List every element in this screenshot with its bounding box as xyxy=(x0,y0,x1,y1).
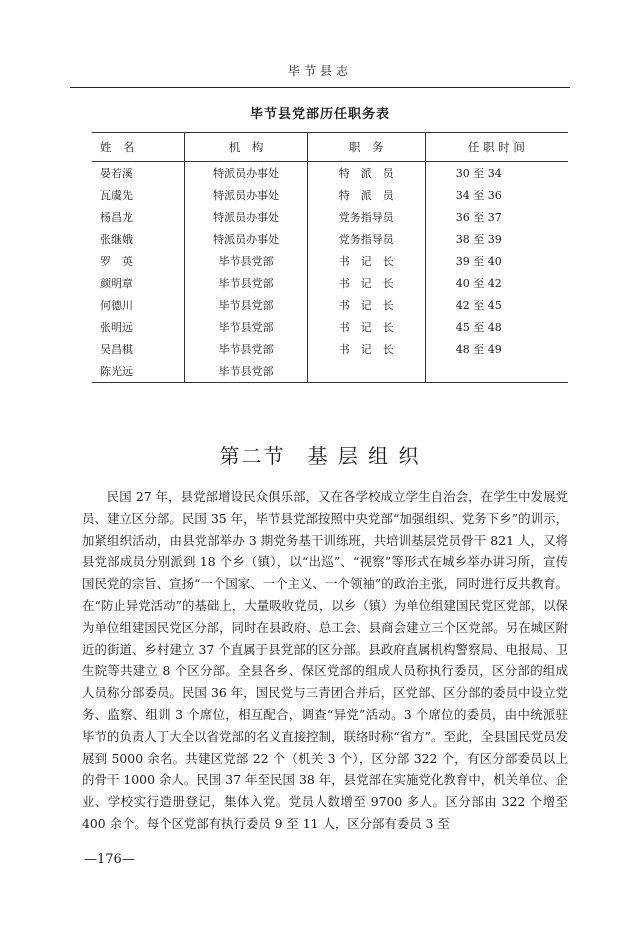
cell-org: 特派员办事处 xyxy=(185,184,307,206)
cell-name: 张明远 xyxy=(100,321,133,334)
cell-post: 书 记 长 xyxy=(307,294,425,316)
column-header-name: 姓 名 xyxy=(92,133,185,162)
cell-name: 吴昌棋 xyxy=(100,343,133,356)
table-header-row xyxy=(92,133,568,162)
cell-term: 39 至 40 xyxy=(425,250,568,272)
cell-org: 特派员办事处 xyxy=(185,206,307,228)
cell-name: 杨昌龙 xyxy=(100,211,133,224)
cell-name: 罗 英 xyxy=(100,255,133,268)
cell-org: 毕节县党部 xyxy=(185,316,307,338)
cell-term: 38 至 39 xyxy=(425,228,568,250)
column-header-term: 任 职 时 间 xyxy=(425,133,568,162)
table-title: 毕节县党部历任职务表 xyxy=(249,107,390,122)
cell-name: 何德川 xyxy=(100,299,133,312)
cell-term: 34 至 36 xyxy=(425,184,568,206)
cell-term: 40 至 42 xyxy=(425,272,568,294)
table-row xyxy=(92,338,568,360)
cell-post: 书 记 长 xyxy=(307,272,425,294)
cell-org: 毕节县党部 xyxy=(185,360,307,383)
page-number: —176— xyxy=(84,852,135,867)
party-office-table xyxy=(92,132,568,383)
cell-name: 张继娥 xyxy=(100,233,133,246)
cell-post xyxy=(307,360,425,383)
table-row xyxy=(92,294,568,316)
cell-term: 45 至 48 xyxy=(425,316,568,338)
table-row xyxy=(92,162,568,185)
cell-term: 42 至 45 xyxy=(425,294,568,316)
cell-post: 特 派 员 xyxy=(307,162,425,185)
cell-post: 书 记 长 xyxy=(307,338,425,360)
table-row xyxy=(92,228,568,250)
cell-post: 党务指导员 xyxy=(307,206,425,228)
cell-term: 48 至 49 xyxy=(425,338,568,360)
running-title: 毕节县志 xyxy=(287,64,352,78)
cell-org: 特派员办事处 xyxy=(185,228,307,250)
cell-post: 书 记 长 xyxy=(307,316,425,338)
cell-post: 党务指导员 xyxy=(307,228,425,250)
table-row xyxy=(92,272,568,294)
cell-term xyxy=(425,360,568,383)
table-row xyxy=(92,184,568,206)
cell-term: 30 至 34 xyxy=(425,162,568,185)
table-row xyxy=(92,250,568,272)
cell-org: 特派员办事处 xyxy=(185,162,307,185)
cell-name: 陈光远 xyxy=(92,360,185,383)
table-row xyxy=(92,316,568,338)
column-header-org: 机 构 xyxy=(185,133,307,162)
cell-org: 毕节县党部 xyxy=(185,294,307,316)
cell-post: 特 派 员 xyxy=(307,184,425,206)
section-paragraph: 民国 27 年，县党部增设民众俱乐部，又在各学校成立学生自治会，在学生中发展党员、建立区分部。民国 35 年，毕节县党部按照中央党部“加强组织、党务下乡”的训示，加紧组织活动，由县党部举办 3 期党务基干训练班，共培训基层党员骨干 821 人，又将县党部成员分别派到 18 个乡（镇），以“出巡”、“视察”等形式在城乡举办讲习所，宣传国民党的宗旨、宣扬“一个国家、一个主义、一个领袖”的政治主张，同时进行反共教育。在“防止异党活动”的基础上，大量吸收党员，以乡（镇）为单位组建国民党区党部，以保为单位组建国民党区分部，同时在县政府、总工会、县商会建立三个区党部。另在城区附近的街道、乡村建立 37 个直属于县党部的区分部。县政府直属机构警察局、电报局、卫生院等共建立 8 个区分部。全县各乡、保区党部的组成人员称执行委员，区分部的组成人员称分部委员。民国 36 年，国民党与三青团合并后，区党部、区分部的委员中设立党务、监察、组训 3 个席位，相互配合，调查“异党”活动。3 个席位的委员，由中统派驻毕节的负责人丁大全以省党部的名义直接控制，联络时称“省方”。至此，全县国民党员发展到 5000 余名。共建区党部 22 个（机关 3 个），区分部 322 个，有区分部委员以上的骨干 1000 余人。民国 37 年至民国 38 年，县党部在实施党化教育中，机关单位、企业、学校实行造册登记，集体入党。党员人数增至 9700 多人。区分部由 322 个增至 400 余个。每个区党部有执行委员 9 至 11 人，区分部有委员 3 至 xyxy=(82,489,568,831)
cell-org: 毕节县党部 xyxy=(185,338,307,360)
cell-post: 书 记 长 xyxy=(307,250,425,272)
header-rule xyxy=(70,87,570,88)
cell-term: 36 至 37 xyxy=(425,206,568,228)
column-header-post: 职 务 xyxy=(307,133,425,162)
cell-name: 晏若溪 xyxy=(100,167,133,180)
table-row xyxy=(92,360,568,383)
section-title: 第二节 基 层 组 织 xyxy=(219,444,421,468)
cell-org: 毕节县党部 xyxy=(185,250,307,272)
cell-name: 颜明章 xyxy=(100,277,133,290)
cell-name: 瓦虞先 xyxy=(100,189,133,202)
cell-org: 毕节县党部 xyxy=(185,272,307,294)
table-row xyxy=(92,206,568,228)
